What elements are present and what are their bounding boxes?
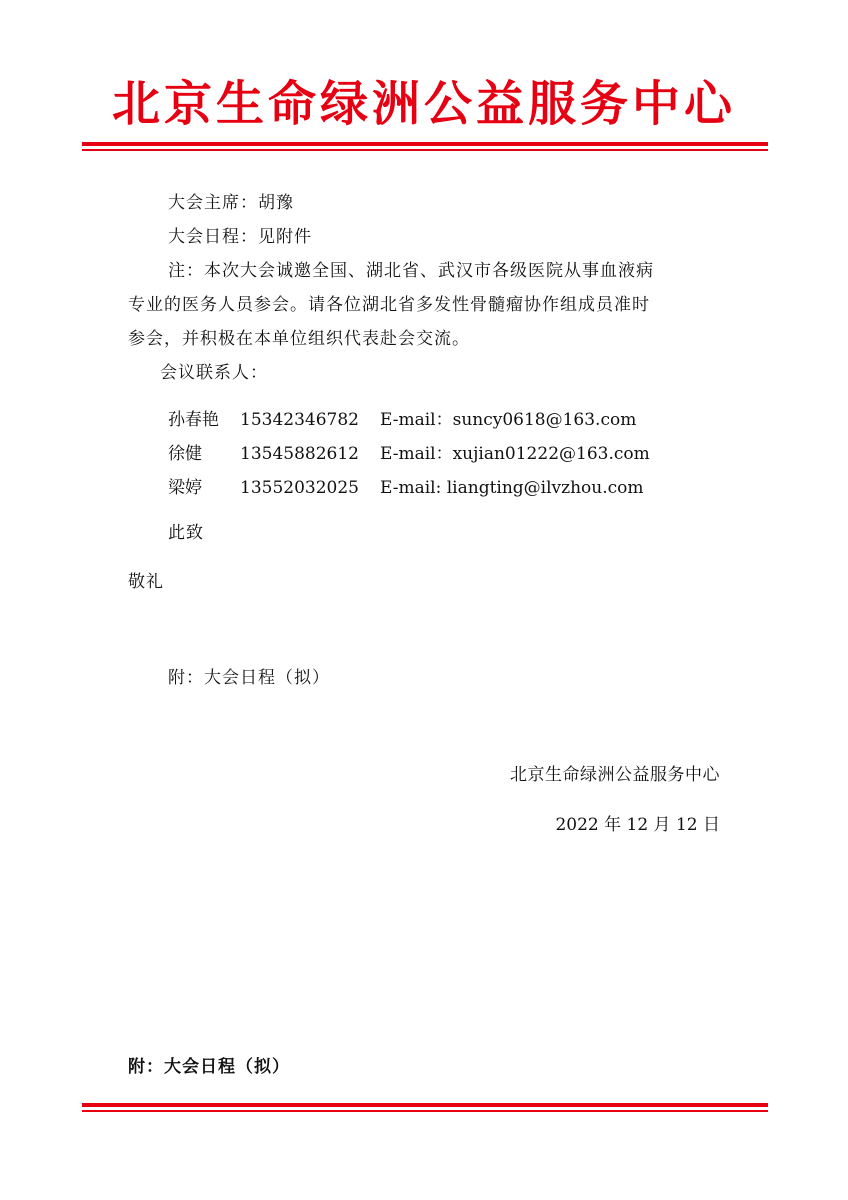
contact-email: E-mail：suncy0618@163.com	[380, 410, 637, 430]
footer-rule-thin	[82, 1110, 768, 1112]
contacts-label: 会议联系人：	[160, 363, 268, 383]
letterhead-rule-thick	[82, 142, 768, 146]
closing-regards: 敬礼	[128, 572, 164, 592]
appendix-heading: 附：大会日程（拟）	[128, 1057, 290, 1077]
letterhead-title: 北京生命绿洲公益服务中心	[111, 76, 736, 132]
contact-name: 孙春艳	[168, 410, 219, 430]
attachment-note: 附：大会日程（拟）	[168, 668, 330, 688]
contact-email: E-mail: liangting@ilvzhou.com	[380, 478, 644, 498]
signature-date: 2022 年 12 月 12 日	[555, 815, 720, 835]
chair-line: 大会主席：胡豫	[168, 193, 294, 213]
note-line-2: 专业的医务人员参会。请各位湖北省多发性骨髓瘤协作组成员准时	[128, 295, 650, 315]
contact-phone: 13552032025	[240, 478, 359, 498]
signature-org: 北京生命绿洲公益服务中心	[510, 765, 720, 785]
contact-phone: 15342346782	[240, 410, 359, 430]
note-line-1: 注：本次大会诚邀全国、湖北省、武汉市各级医院从事血液病	[168, 261, 654, 281]
contact-email: E-mail：xujian01222@163.com	[380, 444, 650, 464]
schedule-line: 大会日程：见附件	[168, 227, 312, 247]
note-line-3: 参会，并积极在本单位组织代表赴会交流。	[128, 329, 470, 349]
contact-name: 徐健	[168, 444, 202, 464]
closing-salutation: 此致	[168, 523, 204, 543]
contact-name: 梁婷	[168, 478, 202, 498]
footer-rule-thick	[82, 1103, 768, 1107]
letterhead-rule-thin	[82, 149, 768, 151]
contact-phone: 13545882612	[240, 444, 359, 464]
